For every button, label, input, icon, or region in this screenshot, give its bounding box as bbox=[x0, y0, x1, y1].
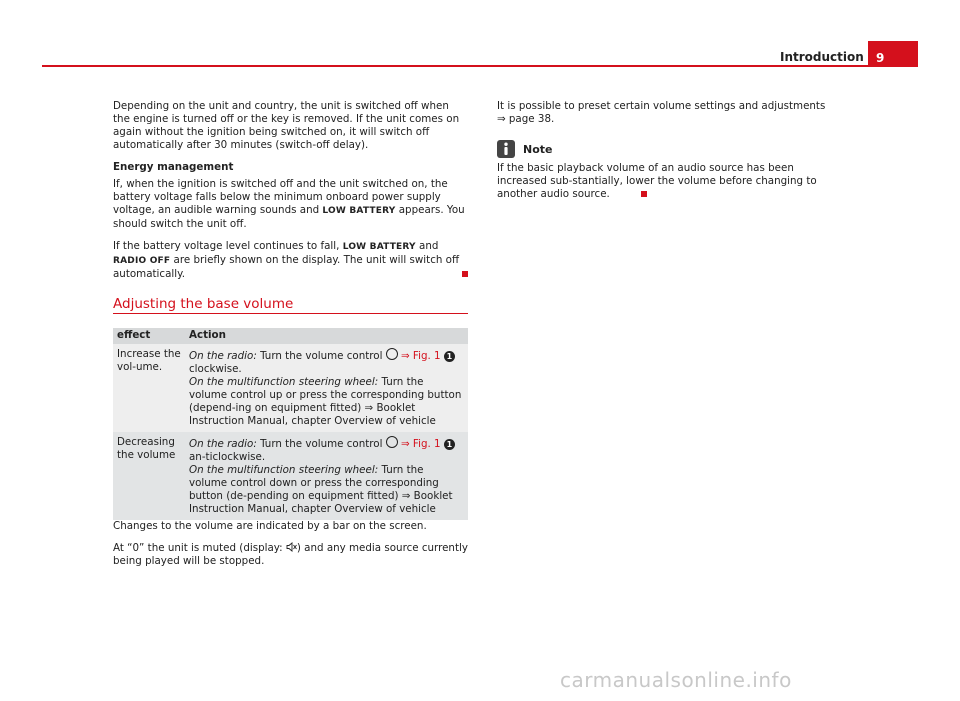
table-header-row bbox=[113, 328, 468, 344]
section-end-marker bbox=[462, 271, 468, 277]
paragraph-battery-fall: If the battery voltage level continues to fall, LOW BATTERY and RADIO OFF are briefly shown on the display. The unit will switch off automatically. bbox=[113, 240, 468, 281]
low-battery-keyword-2: LOW BATTERY bbox=[342, 242, 416, 252]
paragraph-energy: If, when the ignition is switched off and the unit switched on, the battery voltage falls below the minimum onboard power supply voltage, an audible warning sounds and LOW BATTERY appears. You should switch the unit off. bbox=[113, 178, 465, 230]
volume-knob-icon bbox=[386, 348, 398, 360]
watermark: carmanualsonline.info bbox=[560, 668, 792, 692]
note-end-marker bbox=[641, 191, 647, 197]
volume-knob-icon bbox=[386, 436, 398, 448]
callout-badge: 1 bbox=[444, 351, 455, 362]
cell-action: On the radio: Turn the volume control ⇒ Fig. 1 1 clockwise. On the multifunction steering wheel: Turn the volume control up or press the corresponding button (depend-ing on equipment fitted) ⇒ Booklet Instruction Manual, chapter Overview of vehicle bbox=[185, 344, 468, 432]
radio-off-keyword: RADIO OFF bbox=[113, 256, 171, 266]
note-title: Note bbox=[523, 142, 553, 156]
header-rule bbox=[42, 65, 918, 67]
cell-effect: Increase the vol-ume. bbox=[113, 344, 185, 432]
after-table-text bbox=[113, 520, 468, 577]
right-column bbox=[497, 100, 837, 210]
left-column bbox=[113, 100, 468, 290]
cell-effect: Decreasing the volume bbox=[113, 432, 185, 520]
low-battery-keyword: LOW BATTERY bbox=[322, 206, 396, 216]
paragraph-volume-bar: Changes to the volume are indicated by a bar on the screen. bbox=[113, 520, 427, 532]
header-effect: effect bbox=[113, 328, 185, 344]
header-action: Action bbox=[185, 328, 468, 344]
figure-link[interactable]: ⇒ Fig. 1 bbox=[401, 350, 441, 362]
paragraph-preset: It is possible to preset certain volume settings and adjustments ⇒ page 38. bbox=[497, 100, 826, 125]
section-rule bbox=[113, 313, 468, 314]
table-row bbox=[113, 344, 468, 432]
paragraph-switch-off: Depending on the unit and country, the unit is switched off when the engine is turned off or the key is removed. If the unit comes on again without the ignition being switched on, it will switch off automatically after 30 minutes (switch-off delay). bbox=[113, 100, 460, 151]
note-text: If the basic playback volume of an audio source has been increased sub-stantially, lower the volume before changing to another audio source. bbox=[497, 162, 817, 200]
section-title: Adjusting the base volume bbox=[113, 296, 294, 312]
mute-speaker-icon bbox=[286, 542, 297, 552]
figure-link[interactable]: ⇒ Fig. 1 bbox=[401, 438, 441, 450]
table-row bbox=[113, 432, 468, 520]
cell-action: On the radio: Turn the volume control ⇒ Fig. 1 1 an-ticlockwise. On the multifunction steering wheel: Turn the volume control down or press the corresponding button (de-pending on equipment fitted) ⇒ Booklet Instruction Manual, chapter Overview of vehicle bbox=[185, 432, 468, 520]
paragraph-mute: At “0” the unit is muted (display: ) and any media source currently being played will be stopped. bbox=[113, 542, 468, 567]
note-header bbox=[497, 140, 837, 158]
page-title: Introduction bbox=[780, 50, 864, 64]
energy-management-heading: Energy management bbox=[113, 161, 234, 173]
page-number: 9 bbox=[868, 41, 918, 67]
info-note-icon bbox=[497, 140, 515, 158]
callout-badge: 1 bbox=[444, 439, 455, 450]
volume-table bbox=[113, 328, 468, 520]
